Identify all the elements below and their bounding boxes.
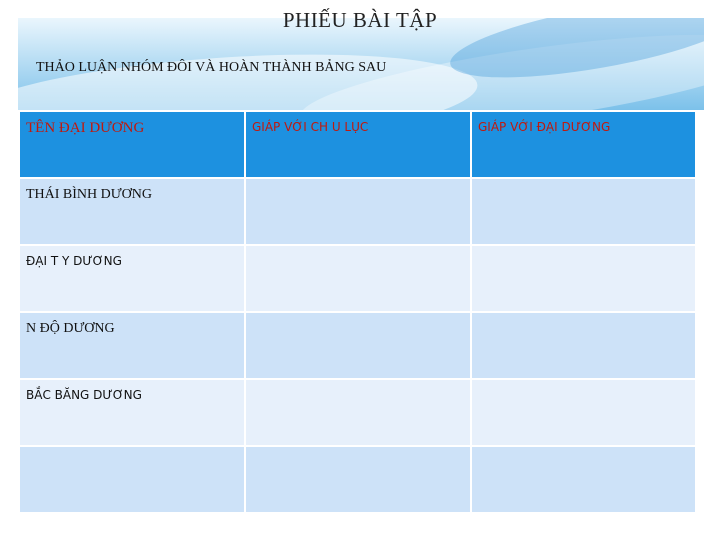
continent-answer-cell[interactable]: [245, 379, 471, 446]
ocean-name-cell: THÁI BÌNH DƯƠNG: [19, 178, 245, 245]
page-title: PHIẾU BÀI TẬP: [282, 8, 438, 32]
table-row: [19, 312, 696, 379]
table-row: [19, 379, 696, 446]
worksheet-table: [18, 110, 697, 514]
ocean-name-cell: N ĐỘ DƯƠNG: [19, 312, 245, 379]
ocean-answer-cell[interactable]: [471, 312, 696, 379]
table-row: [19, 245, 696, 312]
ocean-answer-cell[interactable]: [471, 178, 696, 245]
column-header-continents: GIÁP VỚI CH U LỤC: [245, 111, 471, 178]
ocean-answer-cell[interactable]: [471, 379, 696, 446]
column-header-oceans: GIÁP VỚI ĐẠI DƯƠNG: [471, 111, 696, 178]
table-header-row: [19, 111, 696, 178]
ocean-name-cell[interactable]: [19, 446, 245, 513]
column-header-ocean-name: TÊN ĐẠI DƯƠNG: [19, 111, 245, 178]
ocean-name-cell: BẮC BĂNG DƯƠNG: [19, 379, 245, 446]
ocean-name-cell: ĐẠI T Y DƯƠNG: [19, 245, 245, 312]
ocean-answer-cell[interactable]: [471, 446, 696, 513]
continent-answer-cell[interactable]: [245, 446, 471, 513]
table-row: [19, 178, 696, 245]
continent-answer-cell[interactable]: [245, 245, 471, 312]
continent-answer-cell[interactable]: [245, 178, 471, 245]
table-row: [19, 446, 696, 513]
ocean-answer-cell[interactable]: [471, 245, 696, 312]
continent-answer-cell[interactable]: [245, 312, 471, 379]
instruction-text: THẢO LUẬN NHÓM ĐÔI VÀ HOÀN THÀNH BẢNG SAU: [36, 60, 387, 75]
